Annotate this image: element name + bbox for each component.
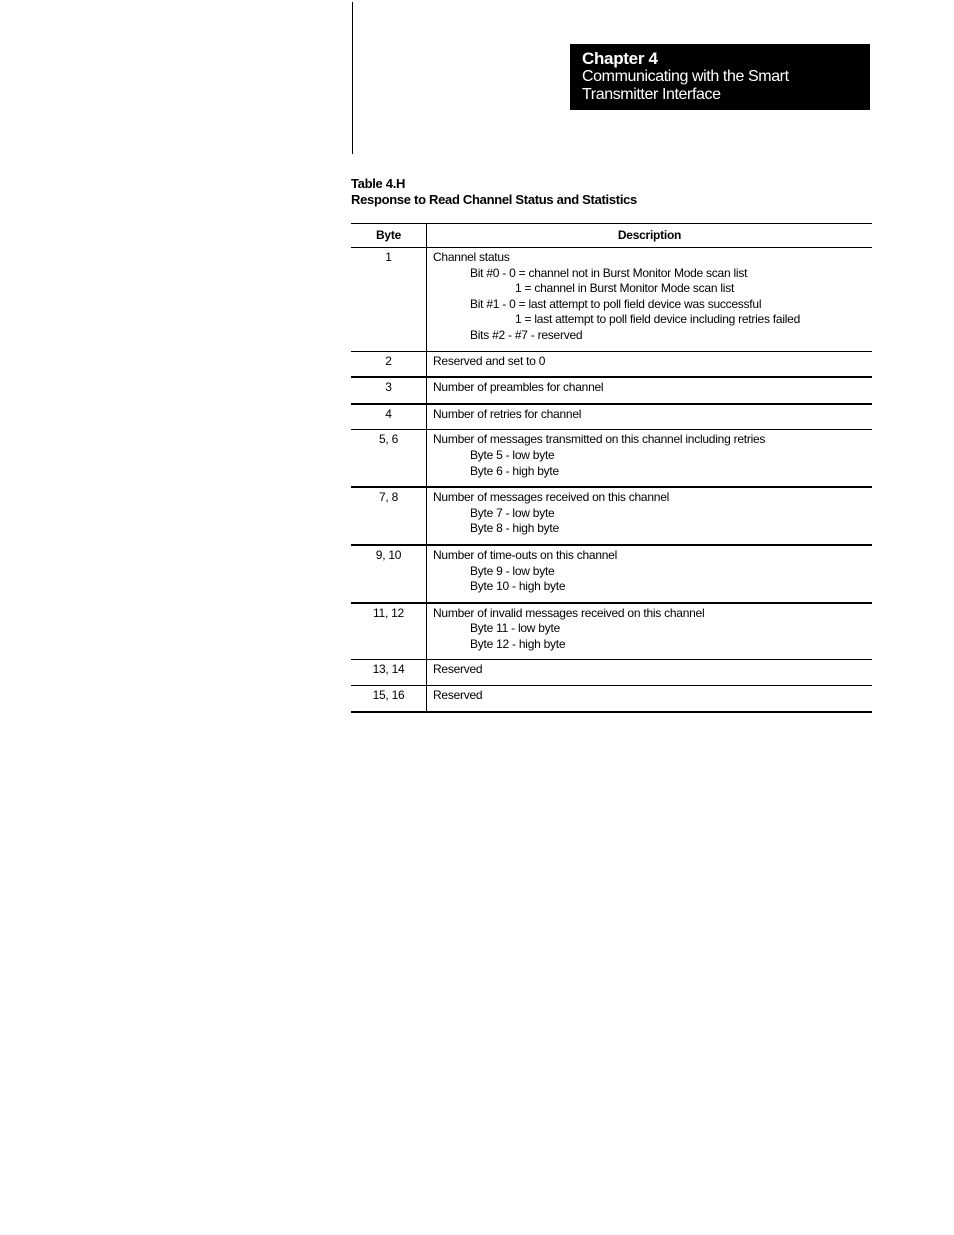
header-description: Description: [427, 224, 873, 248]
byte-cell: 7, 8: [351, 487, 427, 545]
description-line: 1 = last attempt to poll field device including retries failed: [515, 312, 800, 327]
margin-rule: [352, 2, 353, 154]
table-title: Response to Read Channel Status and Statistics: [351, 192, 637, 207]
table-row: [351, 430, 872, 487]
description-line: Byte 9 - low byte: [470, 563, 555, 578]
byte-cell: 3: [351, 377, 427, 404]
description-line: Reserved: [433, 688, 483, 703]
chapter-title-line1: Communicating with the Smart: [582, 68, 789, 85]
description-cell: [427, 404, 873, 430]
description-line: Byte 8 - high byte: [470, 521, 559, 536]
table-row: [351, 487, 872, 545]
description-cell: [427, 351, 873, 377]
byte-cell: 15, 16: [351, 686, 427, 712]
description-line: Byte 12 - high byte: [470, 636, 566, 651]
description-line: Number of retries for channel: [433, 406, 582, 421]
byte-cell: 13, 14: [351, 660, 427, 686]
description-line: Bit #1 - 0 = last attempt to poll field device was successful: [470, 296, 762, 311]
table-row: [351, 404, 872, 430]
byte-cell: 2: [351, 351, 427, 377]
table-number: Table 4.H: [351, 176, 406, 191]
table-caption: [351, 176, 637, 208]
description-cell: [427, 545, 873, 603]
table-row: [351, 377, 872, 404]
description-line: Byte 11 - low byte: [470, 621, 560, 636]
chapter-header: [570, 44, 870, 110]
table-row: [351, 686, 872, 712]
byte-cell: 1: [351, 248, 427, 352]
description-line: Reserved: [433, 662, 483, 677]
byte-cell: 9, 10: [351, 545, 427, 603]
chapter-title-line2: Transmitter Interface: [582, 86, 721, 103]
description-cell: [427, 248, 873, 352]
byte-cell: 4: [351, 404, 427, 430]
description-line: Byte 7 - low byte: [470, 505, 555, 520]
description-cell: [427, 377, 873, 404]
table-row: [351, 248, 872, 352]
description-cell: [427, 686, 873, 712]
description-line: Number of preambles for channel: [433, 380, 604, 395]
description-line: Reserved and set to 0: [433, 353, 546, 368]
table-body: [351, 248, 872, 712]
description-line: Bit #0 - 0 = channel not in Burst Monitor Mode scan list: [470, 265, 748, 280]
description-cell: [427, 660, 873, 686]
table-row: [351, 603, 872, 660]
description-line: Number of messages received on this channel: [433, 490, 670, 505]
description-line: Number of messages transmitted on this channel including retries: [433, 432, 766, 447]
header-byte: Byte: [351, 224, 427, 248]
description-line: Bits #2 - #7 - reserved: [470, 327, 583, 342]
description-line: Byte 5 - low byte: [470, 447, 555, 462]
table-row: [351, 351, 872, 377]
response-table: [351, 223, 872, 713]
description-line: Byte 6 - high byte: [470, 463, 559, 478]
description-line: Byte 10 - high byte: [470, 579, 566, 594]
table-header-row: [351, 224, 872, 248]
description-line: Number of time-outs on this channel: [433, 547, 618, 562]
description-cell: [427, 430, 873, 487]
chapter-number: Chapter 4: [582, 49, 658, 68]
description-cell: [427, 603, 873, 660]
byte-cell: 5, 6: [351, 430, 427, 487]
table-row: [351, 660, 872, 686]
description-line: 1 = channel in Burst Monitor Mode scan list: [515, 281, 735, 296]
byte-cell: 11, 12: [351, 603, 427, 660]
description-line: Number of invalid messages received on this channel: [433, 605, 705, 620]
description-cell: [427, 487, 873, 545]
description-line: Channel status: [433, 250, 510, 264]
table-row: [351, 545, 872, 603]
